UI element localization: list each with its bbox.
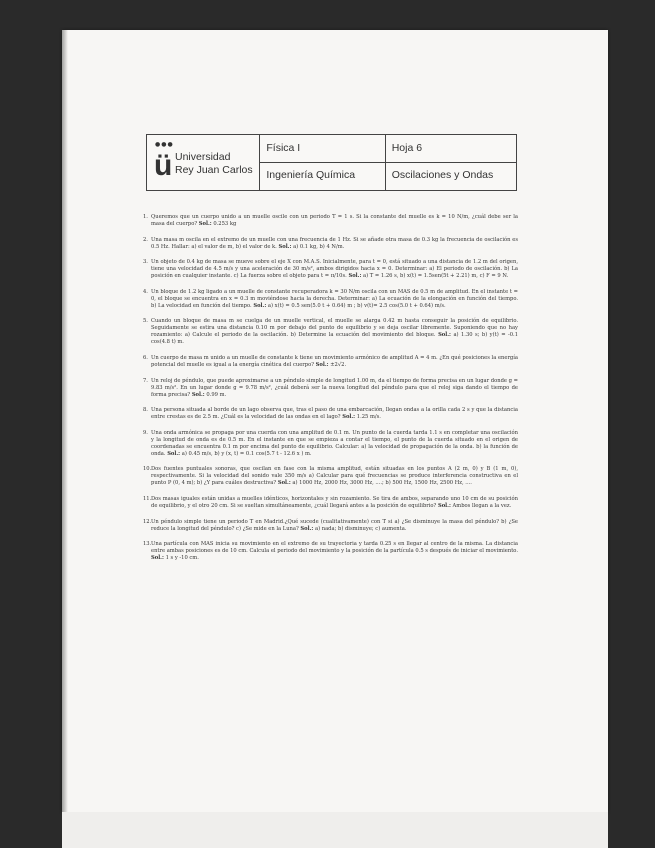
university-name	[175, 151, 253, 177]
problem-item	[143, 519, 518, 533]
solution-value: 1 s y -10 cm.	[165, 555, 199, 562]
university-name-line2: Rey Juan Carlos	[175, 164, 253, 176]
problem-text	[151, 237, 518, 251]
problem-text	[151, 318, 518, 346]
solution-label: Sol.:	[277, 480, 291, 487]
solution-label: Sol.:	[151, 555, 164, 562]
sheet-number: Hoja 6	[391, 142, 423, 154]
solution-value: a) T = 1.26 s, b) x(t) = 1.5sen(5t + 2.21) m, c) F = 9 N.	[363, 273, 509, 280]
header-table	[146, 134, 517, 191]
problem-statement: Una persona situada al borde de un lago observa que, tras el paso de una embarcación, llegan ondas a la orilla cada 2 s y que la distancia entre crestas es de 2.5 m. ¿Cuál es la velocidad de las ondas en el lago?	[151, 407, 518, 421]
solution-label: Sol.:	[191, 391, 205, 398]
problem-text	[151, 259, 518, 280]
solution-label: Sol.:	[438, 332, 451, 339]
problem-text	[151, 289, 518, 310]
solution-value: a) x(t) = 0.5 sen(5.0 t + 0.64) m ; b) v(t)= 2.5 cos(5.0 t + 0.64) m/s.	[267, 302, 446, 309]
problem-item	[143, 541, 518, 562]
solution-label: Sol.:	[342, 414, 356, 421]
problem-text	[151, 519, 518, 533]
university-logo-cell	[147, 135, 260, 190]
course-name: Física I	[266, 142, 301, 154]
problem-item	[143, 259, 518, 280]
problem-number: 1.	[143, 214, 148, 220]
problem-number: 13.	[143, 541, 152, 548]
problem-number: 3.	[143, 259, 148, 266]
sheet-cell	[386, 135, 516, 190]
problem-text	[151, 355, 518, 369]
solution-value: a) nada; b) disminuye; c) aumenta.	[314, 525, 407, 532]
problem-item	[143, 496, 518, 510]
problem-number: 9.	[143, 429, 148, 436]
paper-edge-shadow	[62, 30, 68, 812]
problem-statement: Queremos que un cuerpo unido a un muelle oscile con un periodo T = 1 s. Si la constante del muelle es k = 10 N/m, ¿cuál debe ser la masa del cuerpo?	[151, 214, 518, 227]
problem-statement: Una partícula con MAS inicia su movimiento en el extremo de su trayectoria y tarda 0.25 s en llegar al centro de la misma. La distancia entre ambas posiciones es de 10 cm. Calcula el periodo del movimiento y la posición de la partícula 0.5 s después de iniciar el movimiento.	[151, 541, 518, 555]
solution-label: Sol.:	[278, 243, 292, 250]
solution-label: Sol.:	[300, 525, 314, 532]
course-cell	[260, 135, 385, 190]
problem-statement: Cuando un bloque de masa m se cuelga de un muelle vertical, el muelle se alarga 0.42 m hasta conseguir la posición de equilibrio. Seguidamente se estira una distancia 0.10 m por debajo del punto de equilibrio y se deja oscilar libremente. Suponiendo que no hay rozamiento: a) Calcule el periodo de la oscilación. b) Determine la ecuación del movimiento del bloque.	[151, 318, 518, 339]
scan-bottom-band	[62, 812, 608, 848]
problem-text	[151, 214, 518, 228]
header-divider	[260, 162, 384, 163]
solution-label: Sol.:	[167, 450, 181, 457]
solution-value: a) 0.1 kg, b) 4 N/m.	[293, 243, 345, 250]
solution-value: a) 0.45 m/s, b) y (x, t) = 0.1 cos(5.7 t - 12.6 x ) m.	[181, 450, 312, 457]
problem-statement: Un reloj de péndulo, que puede aproximarse a un péndulo simple de longitud 1.00 m, da el tiempo de forma precisa en un lugar donde g = 9.83 m/s². En un lugar donde g = 9.78 m/s², ¿cuál deberá ser la nueva longitud del péndulo para que el reloj siga dando el tiempo de forma precisa?	[151, 377, 518, 398]
problem-text	[151, 466, 518, 487]
problem-item	[143, 214, 518, 228]
solution-label: Sol.:	[198, 221, 212, 227]
problem-statement: Una onda armónica se propaga por una cuerda con una amplitud de 0.1 m. Un punto de la cuerda tarda 1.1 s en completar una oscilación y la longitud de onda es de 0.5 m. En el instante en que se empieza a contar el tiempo, el punto de la cuerda situado en el origen de coordenadas se encuentra 0.1 m por encima del punto de equilibrio. Calcular: a) la velocidad de propagación de la onda. b) la función de onda.	[151, 429, 518, 457]
problem-number: 6.	[143, 354, 148, 361]
logo-dots-icon: ●●●	[155, 141, 174, 148]
problem-statement: Un objeto de 0.4 kg de masa se mueve sobre el eje X con M.A.S. Inicialmente, para t = 0, está situado a una distancia de 1.2 m del origen, tiene una velocidad de 4.5 m/s y una aceleración de 30 m/s², ambos dirigidos hacia x = 0. Determinar: a) El periodo de oscilación. b) La posición en cualquier instante. c) La fuerza sobre el objeto para t = π/10s.	[151, 259, 518, 280]
problem-statement: Una masa m oscila en el extremo de un muelle con una frecuencia de 1 Hz. Si se añade otra masa de 0.3 kg la frecuencia de oscilación es 0.5 Hz. Hallar: a) el valor de m, b) el valor de k.	[151, 236, 518, 250]
problem-item	[143, 318, 518, 346]
problem-text	[151, 407, 518, 421]
problem-text	[151, 430, 518, 458]
solution-label: Sol.:	[437, 502, 451, 509]
problem-text	[151, 496, 518, 510]
problem-statement: Dos masas iguales están unidas a muelles idénticos, horizontales y sin rozamiento. Se tira de ambos, separando uno 10 cm de su posición de equilibrio, y el otro 20 cm. Si se sueltan simultáneamente, ¿cuál llegará antes a la posición de equilibrio?	[151, 495, 518, 509]
solution-value: Ambos llegan a la vez.	[452, 502, 512, 509]
problem-number: 5.	[143, 318, 148, 325]
problem-number: 11.	[143, 495, 152, 502]
header-divider	[386, 162, 516, 163]
problem-item	[143, 466, 518, 487]
university-logo-icon: ü	[154, 149, 173, 182]
solution-value: 0.99 m.	[206, 391, 227, 398]
problem-item	[143, 355, 518, 369]
degree-name: Ingeniería Química	[266, 169, 356, 181]
problem-number: 4.	[143, 288, 148, 295]
problem-number: 7.	[143, 377, 148, 384]
problem-item	[143, 378, 518, 399]
problem-statement: Un péndulo simple tiene un periodo T en Madrid.¿Qué sucede (cualitativamente) con T si a) ¿Se disminuye la masa del péndulo? b) ¿Se reduce la longitud del péndulo? c) ¿Se mide en la Luna?	[151, 518, 518, 532]
problem-text	[151, 378, 518, 399]
solution-value: a) 1000 Hz, 2000 Hz, 3000 Hz, ....; b) 500 Hz, 1500 Hz, 2500 Hz, ....	[292, 480, 472, 487]
solution-value: a) 1.30 s; b) y(t) = -0.1 cos(4.8 t) m.	[151, 332, 519, 346]
problem-item	[143, 407, 518, 421]
solution-value: 0.253 kg	[213, 221, 237, 227]
problem-statement: Un bloque de 1.2 kg ligado a un muelle de constante recuperadora k = 30 N/m oscila con un MAS de 0.5 m de amplitud. En el instante t = 0, el bloque se encuentra en x = 0.3 m moviéndose hacia la derecha. Determinar: a) La ecuación de la elongación en función del tiempo. b) La velocidad en función del tiempo.	[151, 288, 518, 309]
university-name-line1: Universidad	[175, 151, 231, 163]
solution-value: 1.25 m/s.	[356, 414, 381, 421]
problem-item	[143, 237, 518, 251]
problem-item	[143, 289, 518, 310]
solution-value: ±2√2.	[330, 361, 347, 368]
problem-number: 2.	[143, 236, 148, 243]
problem-number: 8.	[143, 407, 148, 414]
problem-statement: Dos fuentes puntuales sonoras, que oscilan en fase con la misma amplitud, están situadas en los puntos A (2 m, 0) y B (1 m, 0), respectivamente. Si la velocidad del sonido vale 350 m/s a) Calcular para qué frecuencias se produce interferencia constructiva en el punto P (0, 4 m); b) ¿Y para cuáles destructiva?	[151, 466, 518, 487]
problem-item	[143, 430, 518, 458]
solution-label: Sol.:	[253, 302, 267, 309]
solution-label: Sol.:	[348, 273, 362, 280]
problem-number: 12.	[143, 518, 152, 525]
sheet-topic: Oscilaciones y Ondas	[391, 169, 494, 181]
problem-statement: Un cuerpo de masa m unido a un muelle de constante k tiene un movimiento armónico de amplitud A = 4 m. ¿En qué posiciones la energía potencial del muelle es igual a la energía cinética del cuerpo?	[151, 354, 518, 368]
problem-number: 10.	[143, 466, 152, 473]
problem-text	[151, 541, 518, 562]
solution-label: Sol.:	[315, 361, 329, 368]
problem-list	[143, 214, 518, 571]
